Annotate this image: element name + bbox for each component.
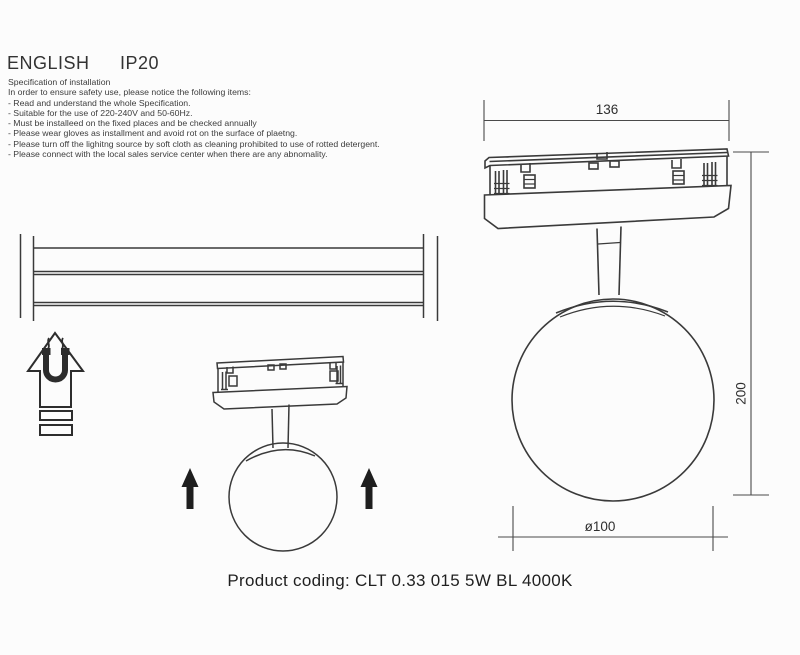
- fixture-installation-drawing: [213, 357, 347, 552]
- spec-title: Specification of installation: [8, 77, 111, 87]
- dimension-height-label: 200: [733, 382, 749, 405]
- spec-item: - Please connect with the local sales service center when there are any abnomality.: [8, 149, 328, 160]
- up-arrow-right-icon: [361, 468, 378, 509]
- language-label: ENGLISH: [7, 53, 90, 73]
- installation-spec-text: [8, 77, 380, 159]
- track-rail-drawing: [21, 234, 438, 321]
- ip-rating-label: IP20: [120, 53, 160, 73]
- spec-item: - Suitable for the use of 220-240V and 50-60Hz.: [8, 107, 193, 118]
- spec-item: - Read and understand the whole Specification.: [8, 97, 191, 108]
- spec-item: - Please turn off the lighitng source by soft cloth as cleaning prohibited to use of rotted detergent.: [8, 138, 380, 149]
- spec-item: - Must be installeed on the fixed places and be checked annually: [8, 118, 257, 129]
- spec-item: - Please wear gloves as installment and avoid rot on the surface of plaetng.: [8, 128, 298, 139]
- product-coding-label: Product coding: CLT 0.33 015 5W BL 4000K: [227, 571, 573, 590]
- fixture-dimension-drawing: [485, 149, 732, 501]
- spec-intro: In order to ensure safety use, please notice the following items:: [8, 87, 251, 98]
- up-arrow-left-icon: [182, 468, 199, 509]
- magnet-arrow-icon: [28, 333, 83, 435]
- dimension-width-label: 136: [595, 102, 619, 117]
- dimension-diameter-label: ø100: [584, 519, 616, 534]
